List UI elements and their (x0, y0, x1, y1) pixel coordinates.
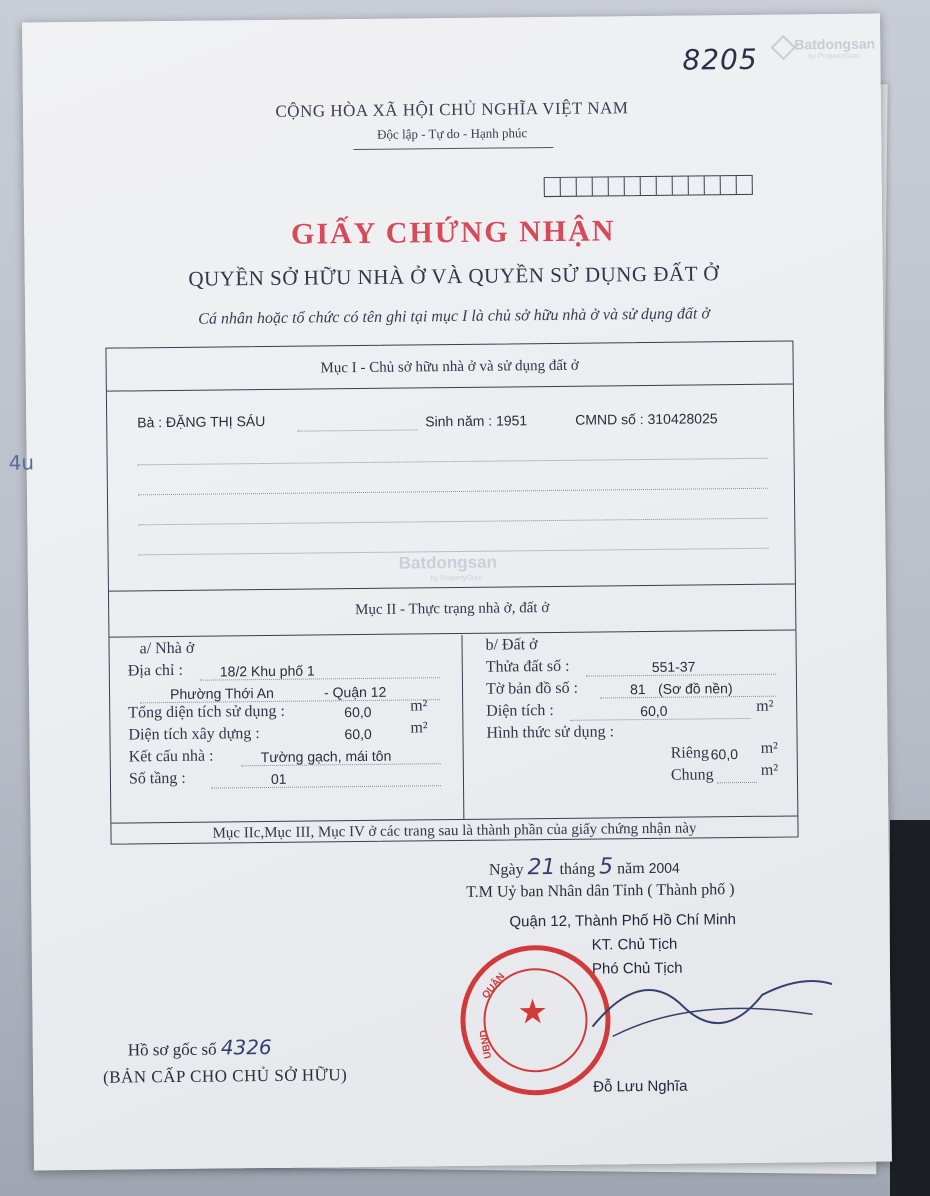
floors-label: Số tầng : (128, 769, 186, 788)
section-divider (109, 583, 795, 591)
seal-text-right: UBND (478, 1029, 495, 1060)
republic-heading: CỘNG HÒA XÃ HỘI CHỦ NGHĨA VIỆT NAM (275, 98, 629, 121)
dotted-line (138, 518, 768, 526)
district-value: - Quận 12 (323, 683, 387, 701)
section-divider (107, 383, 793, 391)
certificate-frame (105, 340, 798, 844)
dotted-line (600, 696, 776, 699)
address-value: 18/2 Khu phố 1 (219, 662, 315, 680)
copy-note: (BẢN CẤP CHO CHỦ SỞ HỮU) (102, 1065, 348, 1087)
map-sheet-value: 81 (629, 681, 646, 698)
build-area-label: Diện tích xây dựng : (128, 725, 260, 744)
handwritten-number: 8205 (682, 42, 758, 77)
house-heading: a/ Nhà ở (139, 639, 195, 658)
section-footnote: Mục IIc,Mục III, Mục IV ở các trang sau là thành phần của giấy chứng nhận này (212, 820, 697, 842)
usage-label: Hình thức sử dụng : (486, 723, 615, 742)
certificate-title: GIẤY CHỨNG NHẬN (290, 214, 616, 251)
signature-strokes (532, 954, 833, 1057)
parcel-label: Thửa đất số : (485, 657, 570, 676)
owner-name: Bà : ĐẶNG THỊ SÁU (137, 412, 266, 431)
column-divider (461, 635, 464, 819)
floors-value: 01 (270, 770, 287, 787)
land-heading: b/ Đất ở (485, 636, 538, 654)
authority-district: Quận 12, Thành Phố Hồ Chí Minh (509, 911, 737, 931)
signer-name: Đỗ Lưu Nghĩa (593, 1077, 688, 1096)
dotted-line (570, 718, 750, 721)
private-value: 60,0 (710, 746, 739, 763)
unit-m2: m² (410, 719, 428, 737)
file-number-label: Hồ sơ gốc số (127, 1039, 217, 1060)
dotted-line (138, 488, 768, 496)
build-area-value: 60,0 (344, 725, 372, 743)
map-sheet-note: (Sơ đồ nền) (657, 680, 733, 697)
year-value: 2004 (648, 859, 680, 877)
background-shadow (890, 820, 930, 1196)
parcel-value: 551-37 (651, 658, 696, 675)
signer-position-1: KT. Chủ Tịch (591, 935, 678, 954)
shared-label: Chung (670, 766, 714, 784)
authority-line: T.M Uỷ ban Nhân dân Tỉnh ( Thành phố ) (466, 881, 735, 901)
total-area-value: 60,0 (344, 703, 372, 721)
map-sheet-label: Tờ bản đồ số : (485, 679, 579, 698)
watermark-sub: by PropertyGuru (808, 52, 860, 61)
unit-m2: m² (756, 697, 774, 715)
structure-label: Kết cấu nhà : (128, 747, 214, 766)
serial-number-boxes (544, 175, 753, 197)
seal-text-left: QUẬN (480, 971, 508, 1002)
section-2-heading: Mục II - Thực trạng nhà ở, đất ở (355, 600, 550, 619)
dotted-line (297, 429, 417, 431)
private-label: Riêng (670, 744, 710, 762)
file-number-line (128, 1035, 272, 1061)
unit-m2: m² (760, 761, 779, 779)
certificate-intro: Cá nhân hoặc tổ chức có tên ghi tại mục I là chủ sở hữu nhà ở và sử dụng đất ở (198, 305, 711, 328)
watermark-brand: Batdongsan (794, 35, 876, 53)
owner-id-number: CMND số : 310428025 (575, 410, 718, 428)
certificate-subtitle: QUYỀN SỞ HỮU NHÀ Ở VÀ QUYỀN SỬ DỤNG ĐẤT Ở (188, 261, 720, 291)
month-value: 5 (598, 854, 614, 880)
day-value: 21 (527, 854, 556, 881)
day-label: Ngày (488, 861, 524, 879)
year-label: năm (617, 860, 645, 878)
issue-date (489, 854, 680, 881)
file-number-value: 4326 (220, 1034, 272, 1060)
address-label: Địa chỉ : (127, 661, 183, 680)
structure-value: Tường gạch, mái tôn (260, 747, 392, 766)
center-watermark-sub: by PropertyGuru (430, 574, 483, 583)
watermark-logo-icon (771, 35, 796, 60)
dotted-line (211, 785, 441, 788)
total-area-label: Tổng diện tích sử dụng : (128, 702, 285, 722)
center-watermark: Batdongsan (398, 552, 498, 573)
unit-m2: m² (410, 697, 428, 715)
side-handwritten-mark: 4u (8, 450, 35, 475)
section-divider (109, 629, 795, 637)
section-1-heading: Mục I - Chủ sở hữu nhà ở và sử dụng đất ở (320, 357, 579, 377)
dotted-line (717, 782, 757, 783)
motto: Độc lập - Tự do - Hạnh phúc (377, 125, 528, 142)
star-emblem-icon: ★ (517, 992, 549, 1033)
dotted-line (138, 458, 768, 466)
owner-birth-year: Sinh năm : 1951 (425, 412, 528, 430)
dotted-line (586, 674, 776, 677)
certificate-page (8, 14, 892, 1171)
signer-position-2: Phó Chủ Tịch (591, 959, 683, 978)
land-area-label: Diện tích : (486, 701, 554, 720)
land-area-value: 60,0 (640, 702, 668, 720)
ward-value: Phường Thới An (169, 684, 274, 703)
motto-underline (353, 147, 553, 150)
month-label: tháng (559, 860, 596, 878)
unit-m2: m² (760, 739, 778, 757)
